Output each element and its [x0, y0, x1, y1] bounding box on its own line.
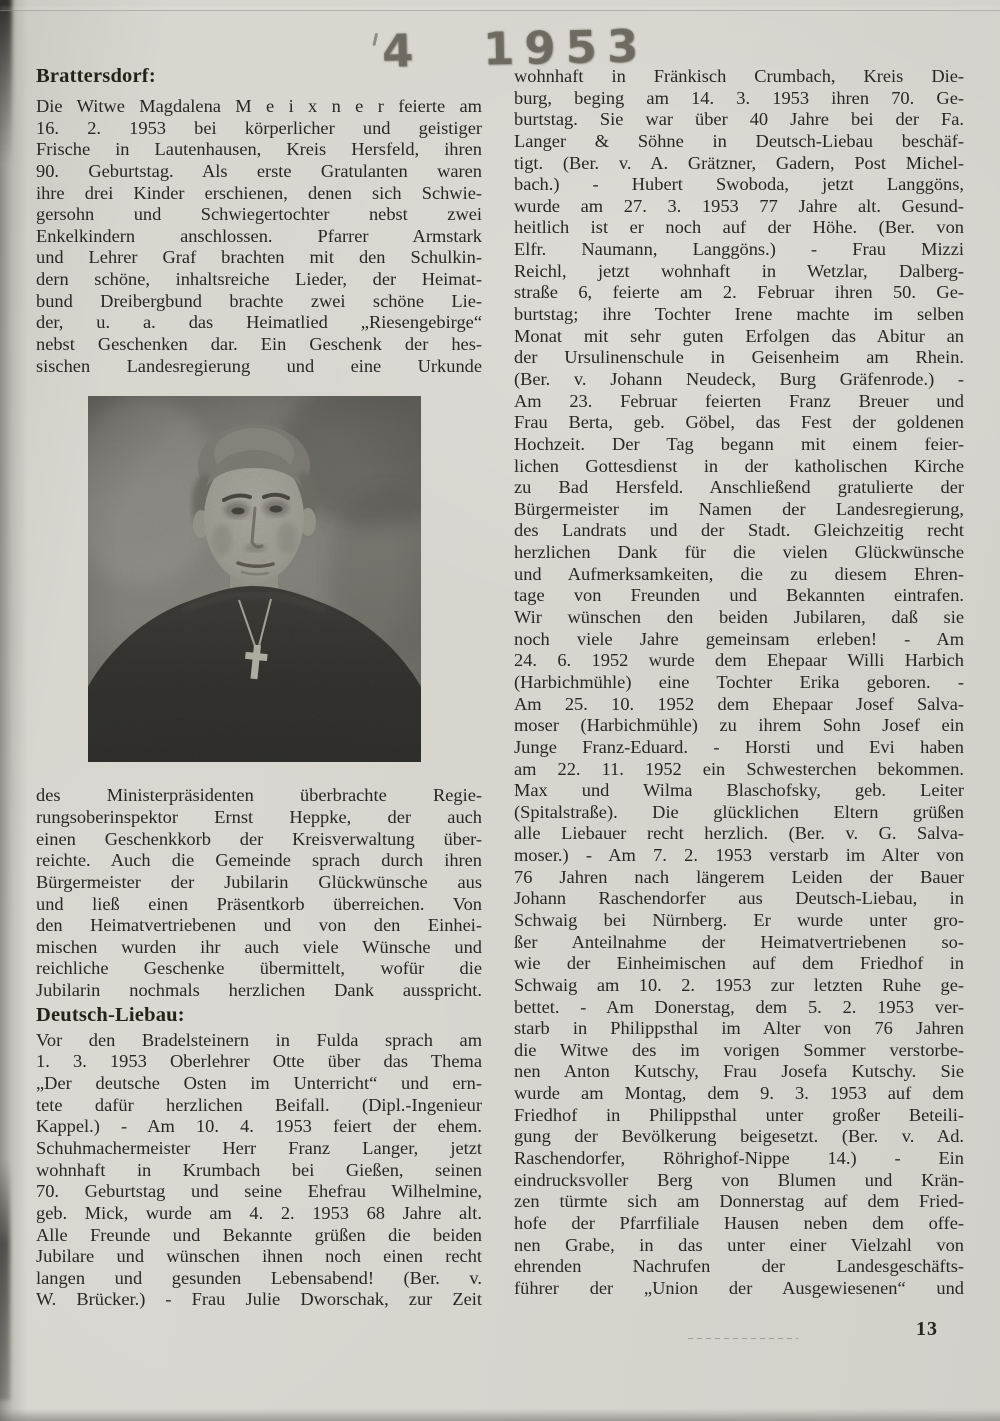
text-line: alle Liebauer recht herzlich. (Ber. v. G. Salva-	[514, 823, 964, 844]
text-line: 1. 3. 1953 Oberlehrer Otte über das Thema	[36, 1051, 482, 1072]
page-number: 13	[916, 1318, 938, 1340]
text-line: ihre drei Kinder erschienen, denen sich Schwie-	[36, 182, 482, 203]
text-line: Junge Franz-Eduard. - Horsti und Evi haben	[514, 736, 964, 757]
text-line: und Lehrer Graf brachten mit den Schulkin-	[36, 247, 482, 268]
text-line: rungsoberinspektor Ernst Heppke, der auch	[36, 806, 482, 827]
text-line: nen Anton Kutschy, Frau Josefa Kutschy. Sie	[514, 1061, 964, 1082]
text-line: starb in Philippsthal im Alter von 76 Jahren	[514, 1018, 964, 1039]
text-line: des Landrats und der Stadt. Gleichzeitig recht	[514, 520, 964, 541]
text-line: und ließ einen Präsentkorb überreichen. Von	[36, 893, 482, 914]
text-line: nen Grabe, in das unter einer Vielzahl von	[514, 1234, 964, 1255]
text-line: Langer & Söhne in Deutsch-Liebau beschäf-	[514, 130, 964, 151]
text-line: Die Witwe Magdalena M e i x n e r feierte am	[36, 96, 482, 116]
paragraph-right-column	[514, 66, 964, 1300]
text-line: Jubilare und wünschen ihnen noch einen recht	[36, 1246, 482, 1267]
text-line: Friedhof in Philippsthal unter großer Beteili-	[514, 1104, 964, 1125]
text-line: tage von Freunden und Bekannten eintrafen.	[514, 585, 964, 606]
text-line: ehrenden Nachrufen der Landesgeschäfts-	[514, 1256, 964, 1277]
text-line: lichen Gottesdienst in der katholischen Kirche	[514, 455, 964, 476]
text-line: tete dafür herzlichen Beifall. (Dipl.-Ingenieur	[36, 1094, 482, 1115]
text-line: reichte. Auch die Gemeinde sprach durch ihren	[36, 850, 482, 871]
stamp-ink-tick	[372, 33, 378, 46]
text-line: (Spitalstraße). Die glücklichen Eltern grüßen	[514, 801, 964, 822]
text-line: moser.) - Am 7. 2. 1953 verstarb im Alter von	[514, 845, 964, 866]
text-line: Monat mit sehr guten Erfolgen das Abitur an	[514, 325, 964, 346]
text-line: Hochzeit. Der Tag begann mit einem feier-	[514, 433, 964, 454]
text-line: bach.) - Hubert Swoboda, jetzt Langgöns,	[514, 174, 964, 195]
text-line: des Ministerpräsidenten überbrachte Regie-	[36, 785, 482, 806]
text-line: tigt. (Ber. v. A. Grätzner, Gadern, Post Michel-	[514, 152, 964, 173]
text-line: Am 23. Februar feierten Franz Breuer und	[514, 390, 964, 411]
binding-smudge-top	[0, 0, 12, 162]
text-line: burtstag; ihre Tochter Irene machte im selben	[514, 304, 964, 325]
text-line: Schuhmachermeister Herr Franz Langer, jetzt	[36, 1137, 482, 1158]
text-line: Alle Freunde und Bekannte grüßen die beiden	[36, 1224, 482, 1245]
text-line: „Der deutsche Osten im Unterricht“ und ern-	[36, 1073, 482, 1094]
text-line: der Ursulinenschule in Geisenheim am Rhein.	[514, 347, 964, 368]
text-line: Frau Berta, geb. Göbel, das Fest der goldenen	[514, 412, 964, 433]
text-line: (Ber. v. Johann Neudeck, Burg Gräfenrode.) -	[514, 368, 964, 389]
right-column	[514, 66, 964, 1300]
text-line: Vor den Bradelsteinern in Fulda sprach am	[36, 1029, 482, 1050]
section-heading-deutsch-liebau: Deutsch-Liebau:	[36, 1003, 185, 1026]
text-line: 16. 2. 1953 bei körperlicher und geistiger	[36, 117, 482, 138]
text-line: 70. Geburtstag und seine Ehefrau Wilhelmine,	[36, 1181, 482, 1202]
text-line: 24. 6. 1952 wurde dem Ehepaar Willi Harbich	[514, 650, 964, 671]
text-line: zu Bad Hersfeld. Anschließend gratulierte der	[514, 477, 964, 498]
text-line: und Aufmerksamkeiten, die zu diesem Ehren-	[514, 563, 964, 584]
paper-crease-dotted	[688, 1338, 798, 1339]
text-line: Wir wünschen den beiden Jubilaren, daß sie	[514, 607, 964, 628]
text-line: 90. Geburtstag. Als erste Gratulanten waren	[36, 160, 482, 181]
stamp-year: 1953	[482, 19, 649, 76]
text-line: ßer Anteilnahme der Heimatvertriebenen so-	[514, 931, 964, 952]
text-line: wurde am Montag, dem 9. 3. 1953 auf dem	[514, 1083, 964, 1104]
text-line: Frische in Lautenhausen, Kreis Hersfeld, ihren	[36, 139, 482, 160]
text-line: Bürgermeister der Jubilarin Glückwünsche aus	[36, 871, 482, 892]
text-line: dern schöne, inhaltsreiche Lieder, der Heimat-	[36, 269, 482, 290]
text-line: sischen Landesregierung und eine Urkunde	[36, 355, 482, 376]
text-line: bund Dreibergbund brachte zwei schöne Lie-	[36, 290, 482, 311]
section-heading-brattersdorf: Brattersdorf:	[36, 65, 156, 87]
text-line: geb. Mick, wurde am 4. 2. 1953 68 Jahre alt.	[36, 1202, 482, 1223]
text-line: burg, beging am 14. 3. 1953 ihren 70. Ge-	[514, 87, 964, 108]
text-line: mischen wurden ihr auch viele Wünsche und	[36, 936, 482, 957]
text-line: Schwaig am 10. 2. 1953 zur letzten Ruhe ge-	[514, 974, 964, 995]
text-line: Jubilarin nochmals herzlichen Dank ausspricht.	[36, 980, 482, 1001]
text-line: burtstag. Sie war über 40 Jahre bei der Fa.	[514, 109, 964, 130]
text-line: Raschendorfer, Röhrighof-Nippe 14.) - Ein	[514, 1148, 964, 1169]
stamp-issue-number: 4	[381, 24, 414, 78]
text-line: herzlichen Dank für die vielen Glückwünsche	[514, 542, 964, 563]
text-line: Bürgermeister im Namen der Landesregierung,	[514, 498, 964, 519]
text-line: wurde am 27. 3. 1953 77 Jahre alt. Gesund-	[514, 195, 964, 216]
text-line: nebst Geschenken dar. Ein Geschenk der hes-	[36, 334, 482, 355]
paragraph-brattersdorf-part2	[36, 785, 482, 1001]
text-line: straße 6, feierte am 2. Februar ihren 50. Ge-	[514, 282, 964, 303]
text-line: Am 25. 10. 1952 dem Ehepaar Josef Salva-	[514, 693, 964, 714]
text-line: Elfr. Naumann, Langgöns.) - Frau Mizzi	[514, 239, 964, 260]
text-line: wie der Einheimischen auf dem Friedhof in	[514, 953, 964, 974]
text-line: moser (Harbichmühle) zu ihrem Sohn Josef ein	[514, 715, 964, 736]
page-bottom-shadow	[0, 1409, 1000, 1421]
text-line: einen Geschenkkorb der Kreisverwaltung über-	[36, 828, 482, 849]
text-line: bettet. - Am Donerstag, dem 5. 2. 1953 ver-	[514, 996, 964, 1017]
paragraph-deutsch-liebau	[36, 1030, 482, 1311]
left-column	[36, 64, 482, 1311]
text-line: führer der „Union der Ausgewiesenen“ und	[514, 1277, 964, 1298]
binding-smudge-bottom	[0, 1160, 10, 1400]
text-line: noch viele Jahre gemeinsam erleben! - Am	[514, 628, 964, 649]
text-line: 76 Jahren nach längerem Leiden der Bauer	[514, 866, 964, 887]
text-line: Max und Wilma Blaschofsky, geb. Leiter	[514, 780, 964, 801]
text-line: den Heimatvertriebenen und von den Einhei-	[36, 915, 482, 936]
text-line: am 22. 11. 1952 ein Schwesterchen bekommen.	[514, 758, 964, 779]
text-line: gung der Bevölkerung beigesetzt. (Ber. v. Ad.	[514, 1126, 964, 1147]
text-line: die Witwe des im vorigen Sommer verstorbe-	[514, 1039, 964, 1060]
text-line: W. Brücker.) - Frau Julie Dworschak, zur Zeit	[36, 1289, 482, 1310]
text-line: eindrucksvoller Berg von Blumen und Krän-	[514, 1169, 964, 1190]
text-line: reichliche Geschenke übermittelt, wofür die	[36, 958, 482, 979]
portrait-photo	[88, 396, 421, 762]
text-line: der, u. a. das Heimatlied „Riesengebirge“	[36, 312, 482, 333]
text-line: Kappel.) - Am 10. 4. 1953 feiert der ehem.	[36, 1116, 482, 1137]
text-line: Reichl, jetzt wohnhaft in Wetzlar, Dalberg-	[514, 260, 964, 281]
text-line: zen türmte sich am Donnerstag auf dem Fried-	[514, 1191, 964, 1212]
paper-crease	[0, 10, 1000, 11]
text-line: Schwaig bei Nürnberg. Er wurde unter gro-	[514, 909, 964, 930]
text-line: heitlich ist er noch auf der Höhe. (Ber. von	[514, 217, 964, 238]
text-line: wohnhaft in Krumbach bei Gießen, seinen	[36, 1159, 482, 1180]
text-line: Enkelkindern anschlossen. Pfarrer Armstark	[36, 225, 482, 246]
text-line: langen und gesunden Lebensabend! (Ber. v.	[36, 1267, 482, 1288]
text-line: gersohn und Schwiegertochter nebst zwei	[36, 204, 482, 225]
text-line: wohnhaft in Fränkisch Crumbach, Kreis Die-	[514, 66, 964, 86]
text-line: hofe der Pfarrfiliale Hausen neben dem offe-	[514, 1212, 964, 1233]
text-line: (Harbichmühle) eine Tochter Erika geboren. -	[514, 671, 964, 692]
text-line: Johann Raschendorfer aus Deutsch-Liebau, in	[514, 888, 964, 909]
portrait-photo-graphic	[88, 396, 421, 762]
paragraph-brattersdorf-part1	[36, 96, 482, 377]
